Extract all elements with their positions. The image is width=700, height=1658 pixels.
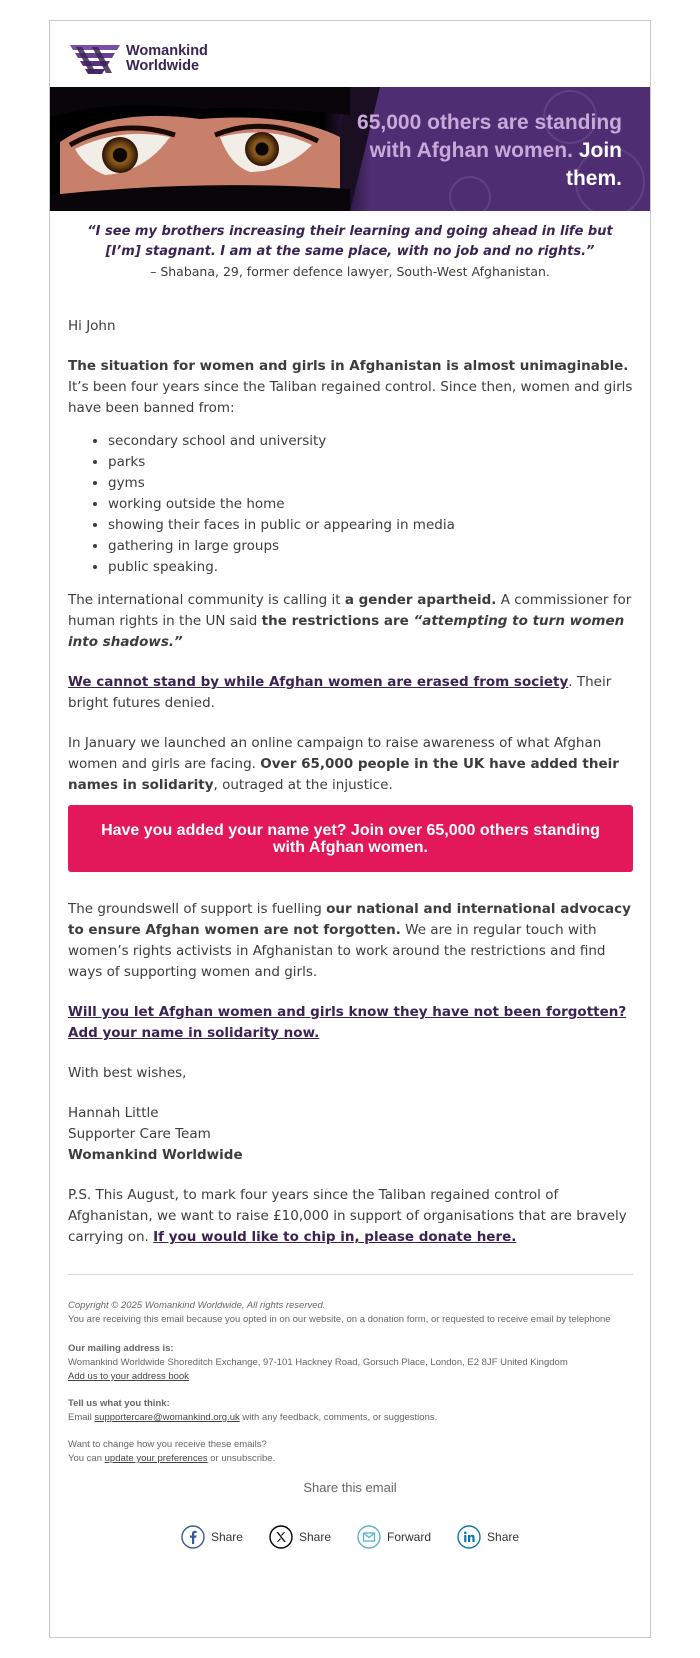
signature-team: Supporter Care Team <box>68 1126 211 1142</box>
signature-org-bold: Womankind Worldwide <box>68 1147 243 1163</box>
add-name-link[interactable]: Will you let Afghan women and girls know they have not been forgotten? Add your name in solidarity now. <box>68 1004 627 1041</box>
ban-list <box>68 431 633 578</box>
address-book-link[interactable]: Add us to your address book <box>68 1371 189 1382</box>
stand-by-link[interactable]: We cannot stand by while Afghan women are erased from society <box>68 674 569 690</box>
share-x-button[interactable] <box>269 1525 331 1549</box>
paragraph-campaign <box>68 733 633 796</box>
share-facebook-button[interactable] <box>181 1525 243 1549</box>
change-row <box>68 1452 633 1466</box>
hero-text <box>322 109 622 193</box>
apartheid-text-c: A commissioner for human rights in the UN said <box>68 592 632 629</box>
paragraph-stand-by <box>68 672 633 714</box>
campaign-text-a: In January we launched an online campaign to raise awareness of what Afghan women and girls are facing. <box>68 735 602 772</box>
change-prefix: You can <box>68 1453 105 1464</box>
feedback-email-link[interactable]: supportercare@womankind.org.uk <box>94 1412 240 1423</box>
stand-by-rest: . Their bright futures denied. <box>68 674 612 711</box>
situation-rest: It’s been four years since the Taliban regained control. Since then, women and girls have been banned from: <box>68 379 633 416</box>
email-body <box>50 282 650 1275</box>
hero-banner[interactable] <box>50 87 650 211</box>
footer <box>50 1275 650 1466</box>
situation-bold: The situation for women and girls in Afghanistan is almost unimaginable. <box>68 358 629 374</box>
womankind-logo-icon <box>70 43 122 75</box>
share-title: Share this email <box>303 1480 397 1495</box>
quote-block <box>50 211 650 282</box>
paragraph-advocacy <box>68 899 633 983</box>
signature-org <box>68 1145 633 1166</box>
advocacy-bold: our national and international advocacy to ensure Afghan women are not forgotten. <box>68 901 631 938</box>
feedback-prefix: Email <box>68 1412 95 1423</box>
share-x-label: Share <box>298 1530 331 1544</box>
share-facebook-label: Share <box>210 1530 243 1544</box>
paragraph-apartheid <box>68 590 633 653</box>
apartheid-bold: a gender apartheid. <box>344 592 497 608</box>
brand-name <box>126 44 208 74</box>
paragraph-solidarity <box>68 1002 633 1044</box>
shadows-quote: “attempting to turn women into shadows.” <box>68 613 625 650</box>
change-suffix: or unsubscribe. <box>207 1453 276 1464</box>
apartheid-text-a: The international community is calling it <box>68 592 345 608</box>
feedback-row <box>68 1411 633 1425</box>
mailing-heading: Our mailing address is: <box>68 1343 174 1354</box>
change-question: Want to change how you receive these emails? <box>68 1439 267 1450</box>
donate-link[interactable]: If you would like to chip in, please donate here. <box>153 1229 517 1245</box>
signoff: With best wishes, <box>68 1065 187 1081</box>
feedback-suffix: with any feedback, comments, or suggestions. <box>239 1412 438 1423</box>
share-linkedin-label: Share <box>487 1530 520 1544</box>
linkedin-icon <box>457 1525 481 1549</box>
list-item: • showing their faces in public or appearing in media <box>108 515 633 536</box>
share-row <box>50 1525 650 1549</box>
list-item: • gyms <box>108 473 633 494</box>
update-preferences-link[interactable]: update your preferences <box>104 1453 208 1464</box>
list-item: • public speaking. <box>108 557 633 578</box>
advocacy-text-c: We are in regular touch with women’s rights activists in Afghanistan to work around the restrictions and find ways of supporting women and girls. <box>68 922 606 980</box>
receiving-notice: You are receiving this email because you opted in on our website, on a donation form, or requested to receive email by telephone <box>68 1314 611 1325</box>
facebook-icon <box>181 1525 205 1549</box>
logo[interactable] <box>70 43 208 75</box>
paragraph-ps <box>68 1185 633 1248</box>
restrictions-bold: the restrictions are <box>261 613 414 629</box>
hero-text-join: Join them. <box>565 139 622 190</box>
list-item: • secondary school and university <box>108 431 633 452</box>
signature-name: Hannah Little <box>68 1105 159 1121</box>
campaign-bold: Over 65,000 people in the UK have added their names in solidarity <box>68 756 619 793</box>
quote-text: “I see my brothers increasing their learning and going ahead in life but [I’m] stagnant. I am at the same place, with no job and no rights.” <box>87 224 613 259</box>
feedback-heading: Tell us what you think: <box>68 1398 170 1409</box>
copyright: Copyright © 2025 Womankind Worldwide, All rights reserved. <box>68 1300 326 1311</box>
paragraph-situation <box>68 356 633 419</box>
email-icon <box>357 1525 381 1549</box>
mailing-address: Womankind Worldwide Shoreditch Exchange, 97-101 Hackney Road, Gorsuch Place, London, E2 8JF United Kingdom <box>68 1357 568 1368</box>
campaign-text-c: , outraged at the injustice. <box>213 777 393 793</box>
address-book-row <box>68 1370 633 1384</box>
x-icon <box>269 1525 293 1549</box>
quote-attribution: – Shabana, 29, former defence lawyer, South-West Afghanistan. <box>150 264 550 279</box>
brand-name-line2: Worldwide <box>126 58 200 74</box>
advocacy-text-a: The groundswell of support is fuelling <box>68 901 327 917</box>
list-item: • parks <box>108 452 633 473</box>
header <box>50 21 650 87</box>
add-name-cta-button[interactable]: Have you added your name yet? Join over 65,000 others standing with Afghan women. <box>68 805 633 872</box>
list-item: • gathering in large groups <box>108 536 633 557</box>
greeting: Hi John <box>68 318 116 334</box>
ps-text: P.S. This August, to mark four years since the Taliban regained control of Afghanistan, we want to raise £10,000 in support of organisations that are bravely carrying on. <box>68 1187 627 1245</box>
share-linkedin-button[interactable] <box>457 1525 519 1549</box>
forward-label: Forward <box>387 1530 432 1544</box>
brand-name-line1: Womankind <box>126 43 208 59</box>
list-item: • working outside the home <box>108 494 633 515</box>
forward-email-button[interactable] <box>357 1525 431 1549</box>
email-frame <box>49 20 651 1638</box>
hero-text-main: 65,000 others are standing with Afghan women. <box>357 111 622 162</box>
